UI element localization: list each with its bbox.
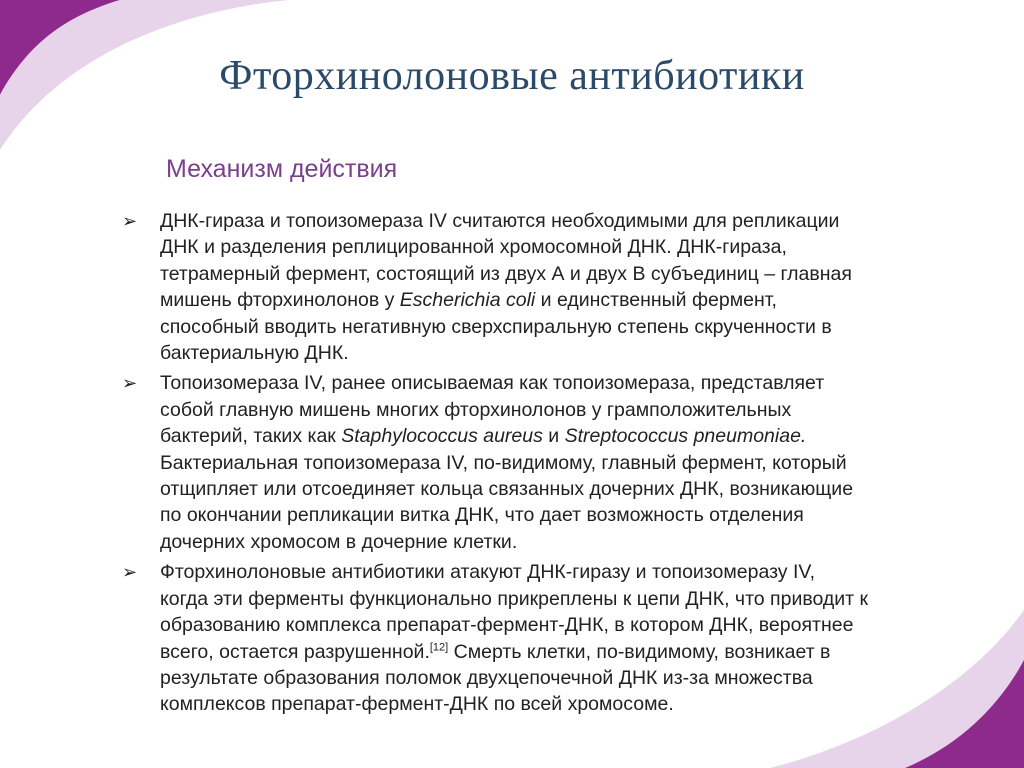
bullet-arrow-icon: ➢ bbox=[122, 211, 138, 231]
text-line: Фторхинолоновые антибиотики атакуют ДНК-гиразу и топоизомеразу IV, bbox=[160, 561, 816, 584]
bullet-list bbox=[120, 208, 990, 722]
text-line: по окончании репликации витка ДНК, что дает возможность отделения bbox=[160, 504, 804, 527]
bullet-item-1 bbox=[120, 208, 990, 366]
text-run: бактерий, таких как bbox=[160, 425, 342, 448]
text-run: и единственный фермент, bbox=[535, 289, 777, 312]
species-name: Streptococcus pneumoniae. bbox=[564, 425, 807, 448]
text-run: всего, остается разрушенной. bbox=[160, 640, 430, 663]
text-run: Смерть клетки, по-видимому, возникает в bbox=[448, 640, 831, 663]
text-line: когда эти ферменты функционально прикреплены к цепи ДНК, что приводит к bbox=[160, 587, 869, 610]
text-line: способный вводить негативную сверхспиральную степень скрученности в bbox=[160, 315, 832, 338]
bullet-item-2 bbox=[120, 370, 990, 555]
species-name: Escherichia coli bbox=[399, 289, 536, 312]
text-line: образованию комплекса препарат-фермент-ДНК, в котором ДНК, вероятнее bbox=[160, 614, 854, 637]
text-line: тетрамерный фермент, состоящий из двух А и двух В субъединиц – главная bbox=[160, 262, 852, 285]
species-name: Staphylococcus aureus bbox=[341, 425, 543, 448]
text-line: бактериальную ДНК. bbox=[160, 342, 349, 365]
slide-subtitle: Механизм действия bbox=[166, 155, 398, 183]
text-line: Топоизомераза IV, ранее описываемая как топоизомераза, представляет bbox=[160, 372, 825, 395]
text-line: Бактериальная топоизомераза IV, по-видимому, главный фермент, который bbox=[160, 451, 847, 474]
text-line: ДНК и разделения реплицированной хромосомной ДНК. ДНК-гираза, bbox=[160, 236, 787, 259]
bullet-arrow-icon: ➢ bbox=[122, 562, 138, 583]
text-line: комплексов препарат-фермент-ДНК по всей хромосоме. bbox=[160, 693, 674, 716]
text-run: и bbox=[542, 425, 565, 448]
text-line bbox=[160, 639, 990, 665]
bullet-arrow-icon: ➢ bbox=[122, 373, 138, 394]
text-line: дочерних хромосом в дочерние клетки. bbox=[160, 530, 518, 553]
text-line: отщипляет или отсоединяет кольца связанных дочерних ДНК, возникающие bbox=[160, 478, 854, 501]
slide-title: Фторхинолоновые антибиотики bbox=[219, 53, 805, 99]
text-line bbox=[160, 423, 990, 449]
text-line: ДНК-гираза и топоизомераза IV считаются необходимыми для репликации bbox=[160, 210, 840, 232]
text-line: результате образования поломок двухцепочечной ДНК из-за множества bbox=[160, 666, 813, 689]
bullet-item-3 bbox=[120, 559, 990, 717]
text-run: мишень фторхинолонов у bbox=[160, 289, 400, 312]
reference-superscript[interactable]: [12] bbox=[429, 641, 449, 653]
text-line: собой главную мишень многих фторхинолонов у грамположительных bbox=[160, 398, 792, 421]
text-line bbox=[160, 287, 990, 313]
